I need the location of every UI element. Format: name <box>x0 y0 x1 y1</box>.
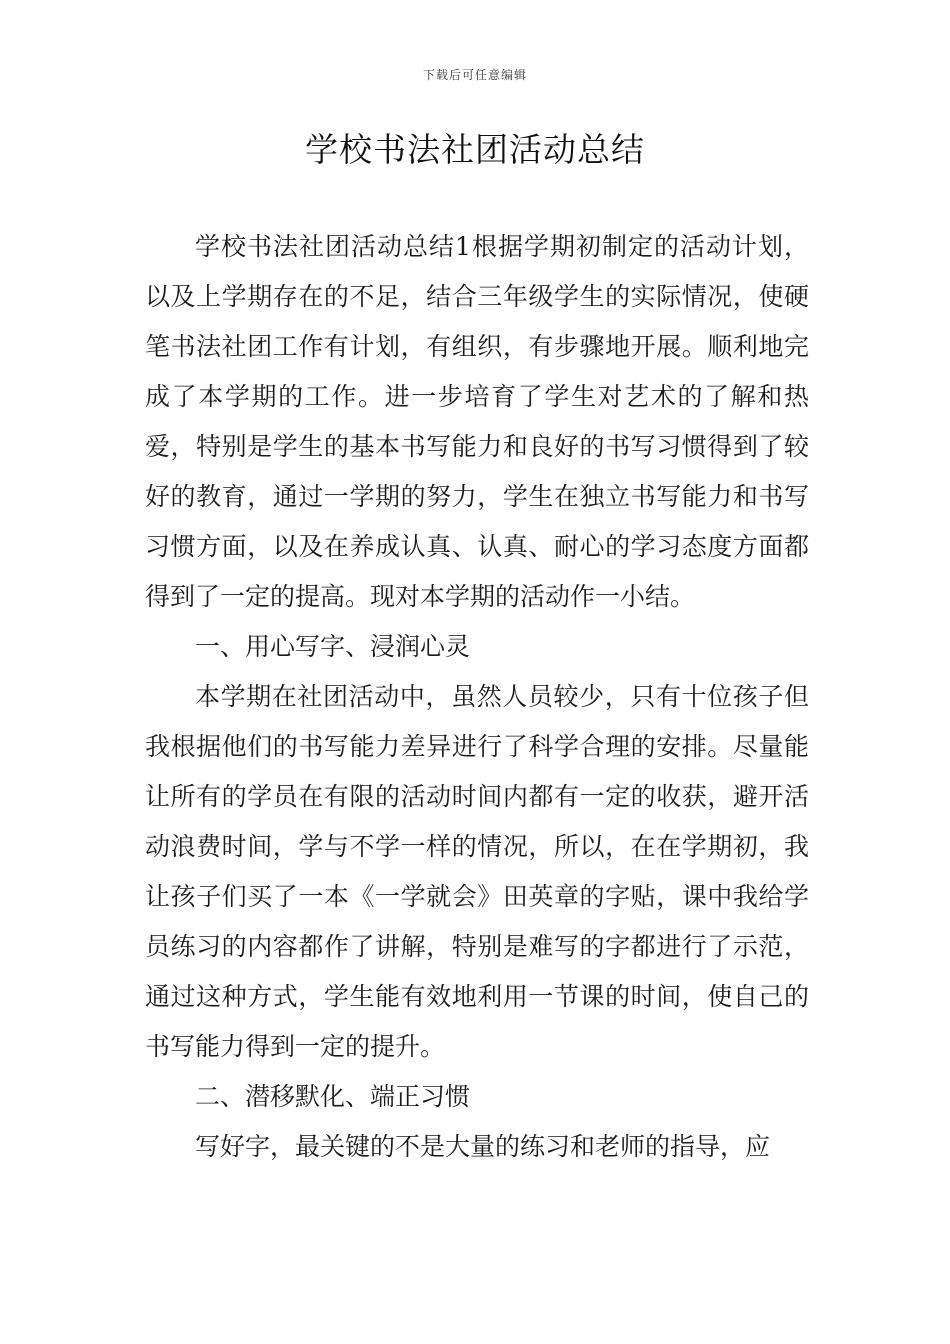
document-title: 学校书法社团活动总结 <box>305 130 645 169</box>
section-heading-1: 一、用心写字、浸润心灵 <box>195 632 471 661</box>
header-note: 下载后可任意编辑 <box>422 68 527 82</box>
document-body <box>145 222 809 1172</box>
section-heading-2: 二、潜移默化、端正习惯 <box>195 1082 471 1111</box>
paragraph-section-1: 本学期在社团活动中，虽然人员较少，只有十位孩子但我根据他们的书写能力差异进行了科学合理的安排。尽量能让所有的学员在有限的活动时间内都有一定的收获，避开活动浪费时间，学与不学一样的情况，所以，在在学期初，我让孩子们买了一本《一学就会》田英章的字贴，课中我给学员练习的内容都作了讲解，特别是难写的字都进行了示范，通过这种方式，学生能有效地利用一节课的时间，使自己的书写能力得到一定的提升。 <box>145 682 809 1061</box>
paragraph-intro: 学校书法社团活动总结1根据学期初制定的活动计划，以及上学期存在的不足，结合三年级学生的实际情况，使硬笔书法社团工作有计划，有组织，有步骤地开展。顺利地完成了本学期的工作。进一步培育了学生对艺术的了解和热爱，特别是学生的基本书写能力和良好的书写习惯得到了较好的教育，通过一学期的努力，学生在独立书写能力和书写习惯方面，以及在养成认真、认真、耐心的学习态度方面都得到了一定的提高。现对本学期的活动作一小结。 <box>145 232 809 611</box>
paragraph-section-2: 写好字，最关键的不是大量的练习和老师的指导，应 <box>195 1132 771 1161</box>
